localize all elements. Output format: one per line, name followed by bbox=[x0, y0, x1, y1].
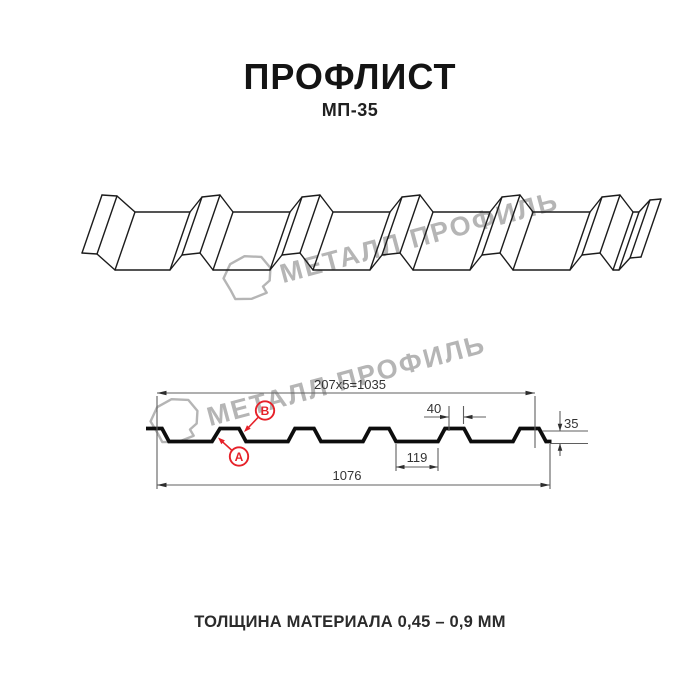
dim-rib-top-width-value: 40 bbox=[426, 401, 442, 416]
profile-section-drawing bbox=[146, 377, 588, 489]
thickness-note: ТОЛЩИНА МАТЕРИАЛА 0,45 – 0,9 ММ bbox=[194, 613, 506, 631]
dim-overall-width-value: 1076 bbox=[332, 468, 362, 483]
profile-section-outline bbox=[146, 429, 552, 442]
dim-profile-height bbox=[558, 411, 579, 456]
dim-overall-width bbox=[157, 468, 550, 487]
dim-valley-width-value: 119 bbox=[406, 450, 428, 465]
label-side-a bbox=[218, 438, 248, 466]
dim-profile-height-value: 35 bbox=[564, 416, 579, 431]
dim-pitch-total-value: 207x5=1035 bbox=[314, 377, 386, 392]
product-model: МП-35 bbox=[321, 100, 379, 120]
watermark-metall-profil-top bbox=[219, 174, 562, 304]
dim-valley-width bbox=[396, 450, 438, 469]
dim-rib-top-width bbox=[424, 401, 486, 419]
side-a-letter: A bbox=[234, 449, 244, 464]
page-title: ПРОФЛИСТ bbox=[243, 56, 457, 97]
side-b-letter: B bbox=[260, 403, 270, 418]
sheet-back-profile-edge bbox=[102, 195, 661, 212]
dim-pitch-total bbox=[157, 377, 535, 395]
